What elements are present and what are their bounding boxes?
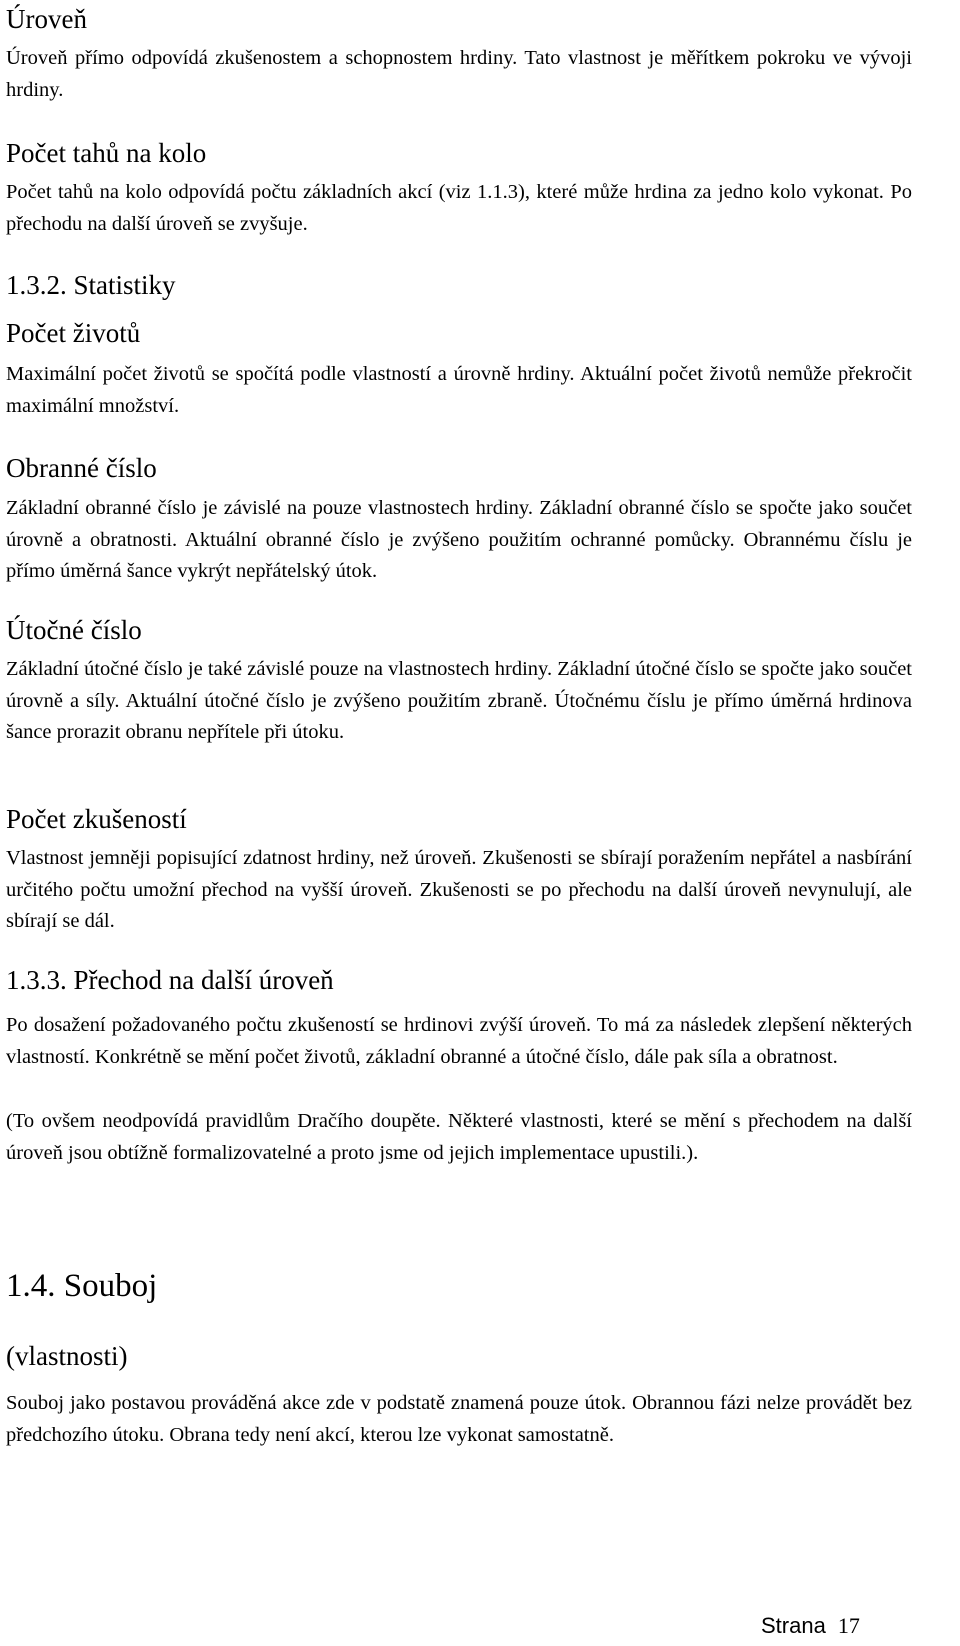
paragraph-vlastnosti: Souboj jako postavou prováděná akce zde v podstatě znamená pouze útok. Obrannou fázi nelze provádět bez předchozího útoku. Obrana tedy není akcí, kterou lze vykonat samostatně.	[6, 1392, 912, 1446]
paragraph-pocet-tahu: Počet tahů na kolo odpovídá počtu základních akcí (viz 1.1.3), které může hrdina za jedno kolo vykonat. Po přechodu na další úroveň se zvyšuje.	[6, 181, 912, 235]
heading-pocet-zkusenosti: Počet zkušeností	[6, 804, 187, 834]
heading-vlastnosti: (vlastnosti)	[6, 1341, 128, 1371]
paragraph-uroven: Úroveň přímo odpovídá zkušenostem a schopnostem hrdiny. Tato vlastnost je měřítkem pokroku ve vývoji hrdiny.	[6, 47, 912, 101]
heading-uroven: Úroveň	[6, 4, 87, 34]
heading-souboj: 1.4. Souboj	[6, 1268, 158, 1304]
heading-statistiky: 1.3.2. Statistiky	[6, 270, 176, 300]
paragraph-prechod-note: (To ovšem neodpovídá pravidlům Dračího doupěte. Některé vlastnosti, které se mění s přechodem na další úroveň jsou obtížně formalizovatelné a proto jsme od jejich implementace upustili.).	[6, 1110, 912, 1164]
paragraph-obranne-cislo: Základní obranné číslo je závislé na pouze vlastnostech hrdiny. Základní obranné číslo se spočte jako součet úrovně a obratnosti. Aktuální obranné číslo je zvýšeno použitím ochranné pomůcky. Obrannému číslu je přímo úměrná šance vykrýt nepřátelský útok.	[6, 497, 912, 582]
heading-utocne-cislo: Útočné číslo	[6, 615, 142, 645]
page-number: 17	[837, 1613, 860, 1638]
paragraph-pocet-zivotu: Maximální počet životů se spočítá podle vlastností a úrovně hrdiny. Aktuální počet životů nemůže překročit maximální množství.	[6, 363, 912, 417]
heading-prechod: 1.3.3. Přechod na další úroveň	[6, 965, 334, 995]
heading-pocet-zivotu: Počet životů	[6, 318, 141, 348]
page-label: Strana	[761, 1613, 826, 1638]
page-footer	[761, 1613, 860, 1639]
paragraph-utocne-cislo: Základní útočné číslo je také závislé pouze na vlastnostech hrdiny. Základní útočné číslo se spočte jako součet úrovně a síly. Aktuální útočné číslo je zvýšeno použitím zbraně. Útočnému číslu je přímo úměrná hrdinova šance prorazit obranu nepřítele při útoku.	[6, 658, 912, 743]
paragraph-pocet-zkusenosti: Vlastnost jemněji popisující zdatnost hrdiny, než úroveň. Zkušenosti se sbírají poražením nepřátel a nasbírání určitého počtu umožní přechod na vyšší úroveň. Zkušenosti se po přechodu na další úroveň nevynulují, ale sbírají se dál.	[6, 847, 912, 932]
paragraph-prechod: Po dosažení požadovaného počtu zkušeností se hrdinovi zvýší úroveň. To má za následek zlepšení některých vlastností. Konkrétně se mění počet životů, základní obranné a útočné číslo, dále pak síla a obratnost.	[6, 1014, 912, 1068]
heading-obranne-cislo: Obranné číslo	[6, 453, 157, 483]
heading-pocet-tahu: Počet tahů na kolo	[6, 138, 207, 168]
